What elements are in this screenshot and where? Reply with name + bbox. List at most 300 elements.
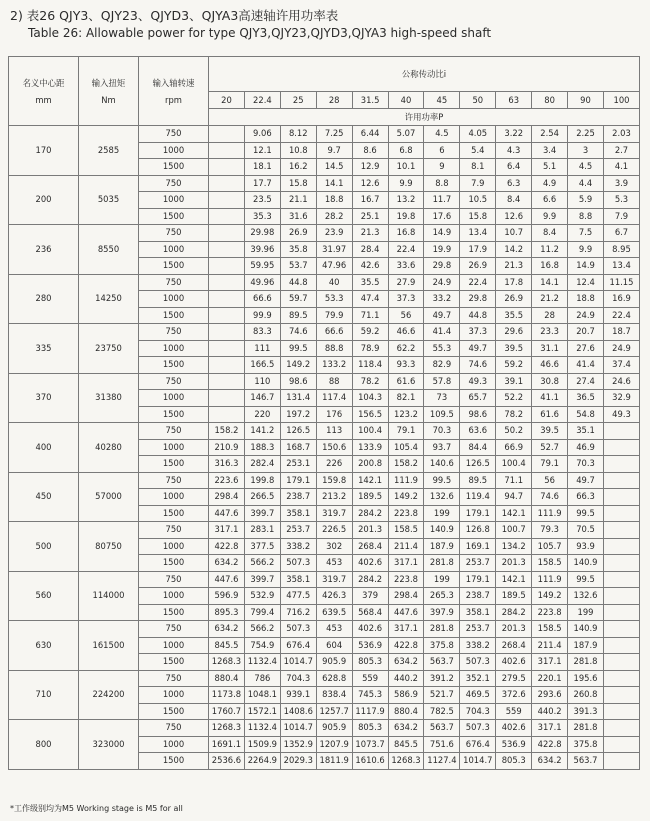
power-cell (603, 555, 639, 572)
speed-cell: 1000 (139, 637, 209, 654)
power-cell (209, 175, 245, 192)
power-cell: 2029.3 (280, 753, 316, 770)
torque-cell: 23750 (79, 324, 139, 374)
speed-cell: 750 (139, 225, 209, 242)
table-row (9, 720, 640, 737)
power-cell: 1048.1 (244, 687, 280, 704)
power-cell: 634.2 (209, 555, 245, 572)
power-cell: 317.1 (532, 720, 568, 737)
power-cell: 8.4 (532, 225, 568, 242)
power-cell: 39.96 (244, 241, 280, 258)
power-cell: 78.2 (496, 406, 532, 423)
power-cell: 131.4 (280, 390, 316, 407)
power-cell: 9.9 (388, 175, 424, 192)
power-cell: 99.5 (424, 472, 460, 489)
table-row (9, 522, 640, 539)
power-cell: 140.6 (424, 456, 460, 473)
power-cell: 298.4 (209, 489, 245, 506)
power-cell: 149.2 (532, 588, 568, 605)
power-cell: 754.9 (244, 637, 280, 654)
power-cell: 391.2 (424, 670, 460, 687)
speed-cell: 1500 (139, 654, 209, 671)
power-cell: 5.07 (388, 126, 424, 143)
power-cell: 189.5 (352, 489, 388, 506)
torque-cell: 80750 (79, 522, 139, 572)
header-ratio: 公称传动比i (209, 57, 640, 92)
power-cell: 29.8 (460, 291, 496, 308)
power-cell: 79.1 (532, 456, 568, 473)
power-cell: 397.9 (424, 604, 460, 621)
ratio-header-cell: 40 (388, 92, 424, 109)
power-cell: 105.4 (388, 439, 424, 456)
power-cell: 17.8 (496, 274, 532, 291)
power-cell (209, 159, 245, 176)
power-cell: 402.6 (352, 621, 388, 638)
power-cell: 319.7 (316, 505, 352, 522)
power-cell: 220 (244, 406, 280, 423)
power-cell: 10.1 (388, 159, 424, 176)
power-cell: 134.2 (496, 538, 532, 555)
power-cell: 33.2 (424, 291, 460, 308)
power-cell: 211.4 (388, 538, 424, 555)
power-cell: 11.2 (532, 241, 568, 258)
power-cell: 84.4 (460, 439, 496, 456)
power-cell: 15.8 (280, 175, 316, 192)
power-cell: 536.9 (352, 637, 388, 654)
power-cell: 104.3 (352, 390, 388, 407)
power-cell: 4.3 (496, 142, 532, 159)
power-cell: 375.8 (424, 637, 460, 654)
power-cell: 11.15 (603, 274, 639, 291)
power-cell: 2.7 (603, 142, 639, 159)
power-cell: 3.22 (496, 126, 532, 143)
power-cell: 1268.3 (209, 654, 245, 671)
power-cell (209, 142, 245, 159)
power-cell: 16.7 (352, 192, 388, 209)
table-row (9, 225, 640, 242)
power-cell: 21.3 (496, 258, 532, 275)
speed-cell: 1000 (139, 538, 209, 555)
torque-cell: 5035 (79, 175, 139, 225)
speed-cell: 750 (139, 324, 209, 341)
header-torque (79, 57, 139, 126)
power-cell: 18.8 (316, 192, 352, 209)
power-cell: 30.8 (532, 373, 568, 390)
power-cell: 399.7 (244, 571, 280, 588)
power-cell: 338.2 (280, 538, 316, 555)
power-cell: 507.3 (280, 555, 316, 572)
power-cell: 52.2 (496, 390, 532, 407)
speed-cell: 1500 (139, 604, 209, 621)
table-row (9, 373, 640, 390)
center-distance-cell: 236 (9, 225, 79, 275)
power-cell: 905.9 (316, 720, 352, 737)
power-cell: 782.5 (424, 703, 460, 720)
power-cell (209, 373, 245, 390)
speed-cell: 1000 (139, 439, 209, 456)
ratio-header-cell: 25 (280, 92, 316, 109)
speed-cell: 750 (139, 373, 209, 390)
power-cell: 447.6 (388, 604, 424, 621)
power-cell: 9 (424, 159, 460, 176)
power-cell: 281.8 (568, 654, 604, 671)
power-cell: 199 (568, 604, 604, 621)
power-cell: 1691.1 (209, 736, 245, 753)
power-cell: 4.4 (568, 175, 604, 192)
power-cell: 223.8 (388, 571, 424, 588)
power-cell: 70.3 (424, 423, 460, 440)
power-cell (209, 406, 245, 423)
power-cell: 61.6 (388, 373, 424, 390)
power-cell: 83.3 (244, 324, 280, 341)
power-cell: 201.3 (496, 621, 532, 638)
power-cell: 1257.7 (316, 703, 352, 720)
power-cell: 71.1 (496, 472, 532, 489)
ratio-header-cell: 100 (603, 92, 639, 109)
power-cell: 895.3 (209, 604, 245, 621)
ratio-header-cell: 90 (568, 92, 604, 109)
power-cell: 26.9 (460, 258, 496, 275)
power-cell: 281.8 (424, 555, 460, 572)
table-row (9, 472, 640, 489)
power-cell: 142.1 (496, 571, 532, 588)
header-center-distance-unit: mm (35, 95, 52, 105)
power-cell: 56 (532, 472, 568, 489)
header-torque-label: 输入扭矩 (91, 78, 126, 88)
power-cell: 628.8 (316, 670, 352, 687)
power-cell: 566.2 (244, 621, 280, 638)
power-cell: 284.2 (496, 604, 532, 621)
power-cell: 6.6 (532, 192, 568, 209)
power-cell: 507.3 (280, 621, 316, 638)
power-cell: 49.3 (460, 373, 496, 390)
power-cell: 9.06 (244, 126, 280, 143)
power-cell: 358.1 (280, 505, 316, 522)
power-cell: 105.7 (532, 538, 568, 555)
speed-cell: 1500 (139, 406, 209, 423)
power-cell: 46.9 (568, 439, 604, 456)
power-cell: 100.7 (496, 522, 532, 539)
power-cell: 1572.1 (244, 703, 280, 720)
speed-cell: 1000 (139, 489, 209, 506)
power-cell: 338.2 (460, 637, 496, 654)
power-cell: 66.9 (496, 439, 532, 456)
power-cell: 199.8 (244, 472, 280, 489)
power-cell: 532.9 (244, 588, 280, 605)
power-cell: 111.9 (388, 472, 424, 489)
power-cell: 28 (532, 307, 568, 324)
center-distance-cell: 370 (9, 373, 79, 423)
power-cell: 13.4 (460, 225, 496, 242)
header-torque-unit: Nm (101, 95, 116, 105)
power-cell: 18.1 (244, 159, 280, 176)
power-cell: 379 (352, 588, 388, 605)
ratio-header-cell: 63 (496, 92, 532, 109)
power-cell: 12.6 (352, 175, 388, 192)
power-cell: 1132.4 (244, 654, 280, 671)
power-cell: 805.3 (352, 720, 388, 737)
power-cell: 36.5 (568, 390, 604, 407)
power-cell: 99.5 (568, 571, 604, 588)
power-cell: 377.5 (244, 538, 280, 555)
power-cell: 14.9 (424, 225, 460, 242)
torque-cell: 224200 (79, 670, 139, 720)
table-row (9, 175, 640, 192)
power-cell: 187.9 (424, 538, 460, 555)
table-body (9, 126, 640, 770)
power-cell: 253.7 (280, 522, 316, 539)
table-row (9, 621, 640, 638)
power-cell: 57.8 (424, 373, 460, 390)
power-cell: 9.9 (568, 241, 604, 258)
table-title-en: Table 26: Allowable power for type QJY3,QJY23,QJYD3,QJYA3 high-speed shaft (28, 26, 492, 40)
header-center-distance (9, 57, 79, 126)
power-cell: 317.1 (532, 654, 568, 671)
power-cell: 70.3 (568, 456, 604, 473)
power-cell: 8.4 (496, 192, 532, 209)
power-cell: 358.1 (460, 604, 496, 621)
power-cell (209, 324, 245, 341)
speed-cell: 1500 (139, 555, 209, 572)
power-cell: 6.4 (496, 159, 532, 176)
power-cell: 440.2 (388, 670, 424, 687)
table-row (9, 670, 640, 687)
power-cell: 33.6 (388, 258, 424, 275)
power-cell: 399.7 (244, 505, 280, 522)
speed-cell: 1000 (139, 390, 209, 407)
power-cell: 8.8 (568, 208, 604, 225)
torque-cell: 40280 (79, 423, 139, 473)
power-cell: 704.3 (280, 670, 316, 687)
power-cell (209, 126, 245, 143)
power-cell (603, 621, 639, 638)
power-cell: 37.3 (460, 324, 496, 341)
power-cell: 66.6 (316, 324, 352, 341)
power-cell: 799.4 (244, 604, 280, 621)
torque-cell: 8550 (79, 225, 139, 275)
power-cell: 5.4 (460, 142, 496, 159)
power-cell: 150.6 (316, 439, 352, 456)
power-cell: 716.2 (280, 604, 316, 621)
power-cell: 70.5 (568, 522, 604, 539)
power-cell: 16.9 (603, 291, 639, 308)
power-cell: 18.8 (568, 291, 604, 308)
speed-cell: 1500 (139, 258, 209, 275)
power-cell: 805.3 (496, 753, 532, 770)
power-cell: 201.3 (352, 522, 388, 539)
power-cell: 99.5 (568, 505, 604, 522)
power-cell: 536.9 (496, 736, 532, 753)
power-cell: 24.9 (603, 340, 639, 357)
power-cell: 21.2 (532, 291, 568, 308)
power-cell: 283.1 (244, 522, 280, 539)
power-cell: 16.8 (388, 225, 424, 242)
power-cell: 284.2 (352, 505, 388, 522)
speed-cell: 750 (139, 274, 209, 291)
power-cell: 15.8 (460, 208, 496, 225)
speed-cell: 750 (139, 571, 209, 588)
power-cell: 317.1 (388, 555, 424, 572)
power-cell: 24.6 (603, 373, 639, 390)
power-cell: 79.3 (532, 522, 568, 539)
power-cell: 238.7 (280, 489, 316, 506)
power-cell: 47.96 (316, 258, 352, 275)
power-cell (603, 654, 639, 671)
power-cell: 74.6 (532, 489, 568, 506)
power-cell: 88 (316, 373, 352, 390)
power-cell: 9.9 (532, 208, 568, 225)
power-cell: 12.4 (568, 274, 604, 291)
power-cell: 65.7 (460, 390, 496, 407)
power-cell: 319.7 (316, 571, 352, 588)
ratio-header-cell: 28 (316, 92, 352, 109)
power-cell: 40 (316, 274, 352, 291)
power-cell: 17.9 (460, 241, 496, 258)
power-cell: 28.4 (352, 241, 388, 258)
table-title-cn: 2) 表26 QJY3、QJY23、QJYD3、QJYA3高速轴许用功率表 (10, 8, 339, 23)
footnote: *工作级别均为M5 Working stage is M5 for all (10, 804, 183, 813)
power-cell: 66.3 (568, 489, 604, 506)
power-cell: 22.4 (460, 274, 496, 291)
power-cell: 74.6 (460, 357, 496, 374)
torque-cell: 323000 (79, 720, 139, 770)
power-cell: 140.9 (568, 621, 604, 638)
power-cell: 880.4 (209, 670, 245, 687)
center-distance-cell: 710 (9, 670, 79, 720)
power-cell: 477.5 (280, 588, 316, 605)
power-cell: 37.3 (388, 291, 424, 308)
power-cell: 6.7 (603, 225, 639, 242)
power-cell: 42.6 (352, 258, 388, 275)
power-cell: 62.2 (388, 340, 424, 357)
power-cell: 158.2 (388, 456, 424, 473)
power-cell: 44.8 (280, 274, 316, 291)
power-cell: 31.6 (280, 208, 316, 225)
power-cell: 1352.9 (280, 736, 316, 753)
power-cell: 880.4 (388, 703, 424, 720)
power-cell: 63.6 (460, 423, 496, 440)
ratio-header-cell: 80 (532, 92, 568, 109)
power-cell: 79.1 (388, 423, 424, 440)
power-cell: 14.5 (316, 159, 352, 176)
speed-cell: 750 (139, 126, 209, 143)
speed-cell: 1000 (139, 192, 209, 209)
speed-cell: 750 (139, 720, 209, 737)
power-cell: 13.4 (603, 258, 639, 275)
power-cell: 20.7 (568, 324, 604, 341)
power-cell: 352.1 (460, 670, 496, 687)
center-distance-cell: 200 (9, 175, 79, 225)
power-cell: 268.4 (496, 637, 532, 654)
speed-cell: 750 (139, 670, 209, 687)
power-cell: 187.9 (568, 637, 604, 654)
power-cell: 199 (424, 505, 460, 522)
power-cell: 5.9 (568, 192, 604, 209)
power-cell: 35.5 (496, 307, 532, 324)
center-distance-cell: 335 (9, 324, 79, 374)
power-cell: 279.5 (496, 670, 532, 687)
power-cell: 140.9 (424, 522, 460, 539)
power-cell: 188.3 (244, 439, 280, 456)
power-cell: 32.9 (603, 390, 639, 407)
power-cell: 223.8 (532, 604, 568, 621)
speed-cell: 1500 (139, 753, 209, 770)
power-cell: 5.3 (603, 192, 639, 209)
power-cell: 8.6 (352, 142, 388, 159)
power-cell: 168.7 (280, 439, 316, 456)
power-cell: 169.1 (460, 538, 496, 555)
power-cell: 10.7 (496, 225, 532, 242)
power-cell: 1014.7 (460, 753, 496, 770)
power-cell (603, 505, 639, 522)
power-cell: 639.5 (316, 604, 352, 621)
power-cell: 586.9 (388, 687, 424, 704)
power-cell: 8.95 (603, 241, 639, 258)
power-cell: 149.2 (280, 357, 316, 374)
power-cell: 158.5 (532, 621, 568, 638)
power-cell: 786 (244, 670, 280, 687)
power-cell: 94.7 (496, 489, 532, 506)
power-cell: 302 (316, 538, 352, 555)
power-cell: 375.8 (568, 736, 604, 753)
power-cell: 133.2 (316, 357, 352, 374)
power-cell: 166.5 (244, 357, 280, 374)
ratio-header-cell: 45 (424, 92, 460, 109)
power-cell: 266.5 (244, 489, 280, 506)
center-distance-cell: 630 (9, 621, 79, 671)
power-cell: 566.2 (244, 555, 280, 572)
power-cell: 317.1 (209, 522, 245, 539)
power-cell: 12.1 (244, 142, 280, 159)
center-distance-cell: 560 (9, 571, 79, 621)
power-cell: 47.4 (352, 291, 388, 308)
power-cell: 49.3 (603, 406, 639, 423)
power-cell: 35.5 (352, 274, 388, 291)
power-cell: 118.4 (352, 357, 388, 374)
table-row (9, 126, 640, 143)
power-cell: 223.8 (388, 505, 424, 522)
power-cell: 59.2 (496, 357, 532, 374)
power-cell: 39.5 (496, 340, 532, 357)
power-cell: 293.6 (532, 687, 568, 704)
power-cell (209, 357, 245, 374)
power-cell: 110 (244, 373, 280, 390)
power-cell: 1509.9 (244, 736, 280, 753)
power-cell: 676.4 (460, 736, 496, 753)
power-cell (603, 538, 639, 555)
power-cell: 200.8 (352, 456, 388, 473)
power-cell: 939.1 (280, 687, 316, 704)
power-cell: 113 (316, 423, 352, 440)
power-cell: 117.4 (316, 390, 352, 407)
power-cell: 41.4 (424, 324, 460, 341)
power-cell: 21.3 (352, 225, 388, 242)
power-cell: 31.97 (316, 241, 352, 258)
center-distance-cell: 500 (9, 522, 79, 572)
power-cell: 838.4 (316, 687, 352, 704)
power-cell: 223.6 (209, 472, 245, 489)
power-cell (603, 588, 639, 605)
torque-cell: 14250 (79, 274, 139, 324)
table-row (9, 423, 640, 440)
power-cell: 3.9 (603, 175, 639, 192)
power-cell: 1811.9 (316, 753, 352, 770)
power-cell: 745.3 (352, 687, 388, 704)
power-cell: 71.1 (352, 307, 388, 324)
power-cell: 98.6 (280, 373, 316, 390)
power-cell: 281.8 (424, 621, 460, 638)
power-cell (603, 489, 639, 506)
